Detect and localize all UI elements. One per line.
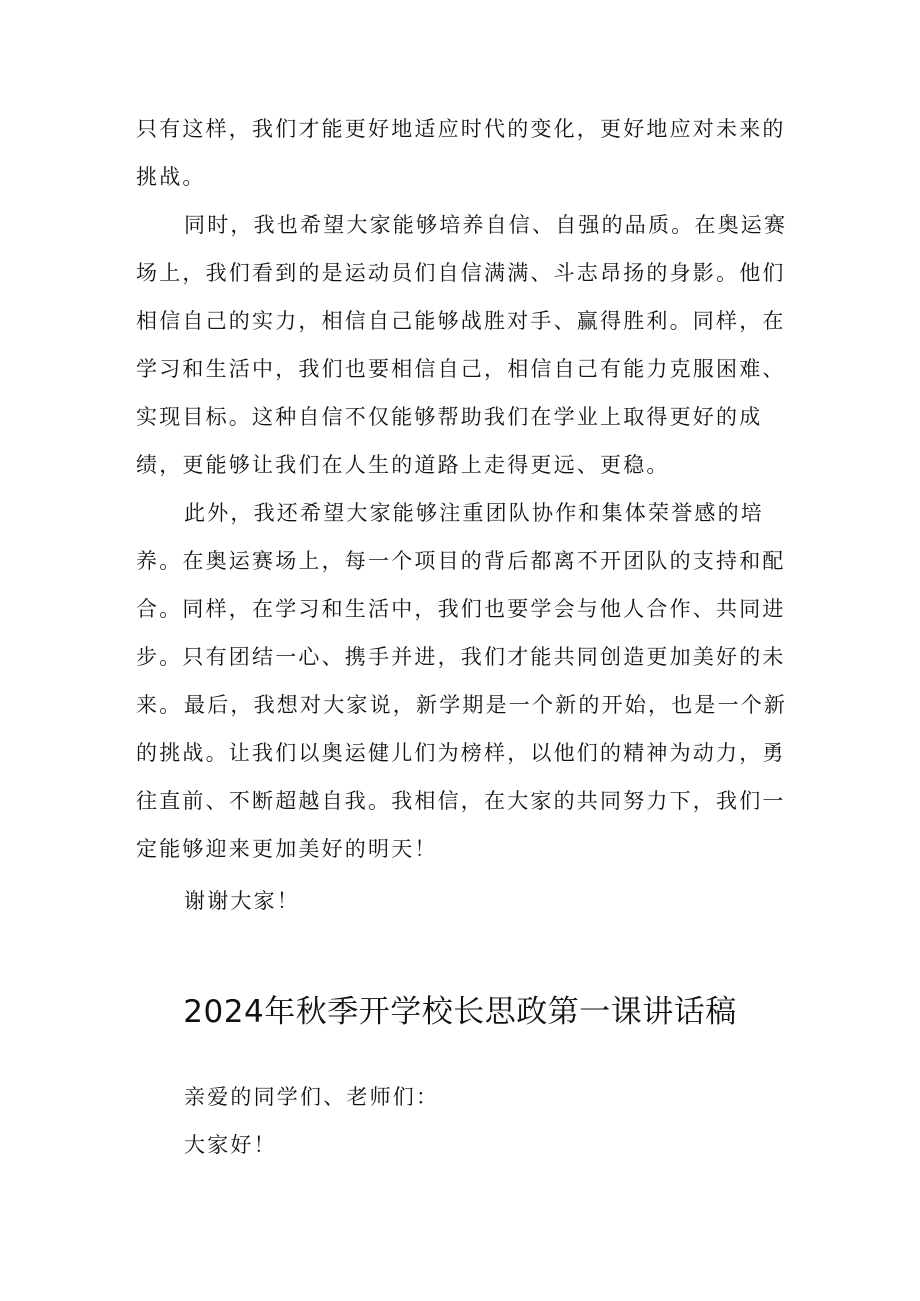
paragraph-teamwork: 此外，我还希望大家能够注重团队协作和集体荣誉感的培养。在奥运赛场上，每一个项目的背后都离不开团队的支持和配合。同样，在学习和生活中，我们也要学会与他人合作、共同进步。只有团结一心、携手并进，我们才能共同创造更加美好的未来。	[136, 501, 786, 717]
paragraph-continuation: 只有这样，我们才能更好地适应时代的变化，更好地应对未来的挑战。	[136, 117, 786, 189]
closing-thanks: 谢谢大家！	[184, 889, 300, 913]
speech-title: 2024年秋季开学校长思政第一课讲话稿	[183, 994, 737, 1030]
paragraph-self-confidence: 同时，我也希望大家能够培养自信、自强的品质。在奥运赛场上，我们看到的是运动员们自信满满、斗志昂扬的身影。他们相信自己的实力，相信自己能够战胜对手、赢得胜利。同样，在学习和生活中，我们也要相信自己，相信自己有能力克服困难、实现目标。这种自信不仅能够帮助我们在学业上取得更好的成绩，更能够让我们在人生的道路上走得更远、更稳。	[136, 213, 788, 477]
greeting: 大家好！	[184, 1133, 277, 1157]
salutation: 亲爱的同学们、老师们：	[184, 1085, 440, 1109]
paragraph-conclusion: 最后，我想对大家说，新学期是一个新的开始，也是一个新的挑战。让我们以奥运健儿们为榜样，以他们的精神为动力，勇往直前、不断超越自我。我相信，在大家的共同努力下，我们一定能够迎来更加美好的明天！	[136, 693, 788, 861]
